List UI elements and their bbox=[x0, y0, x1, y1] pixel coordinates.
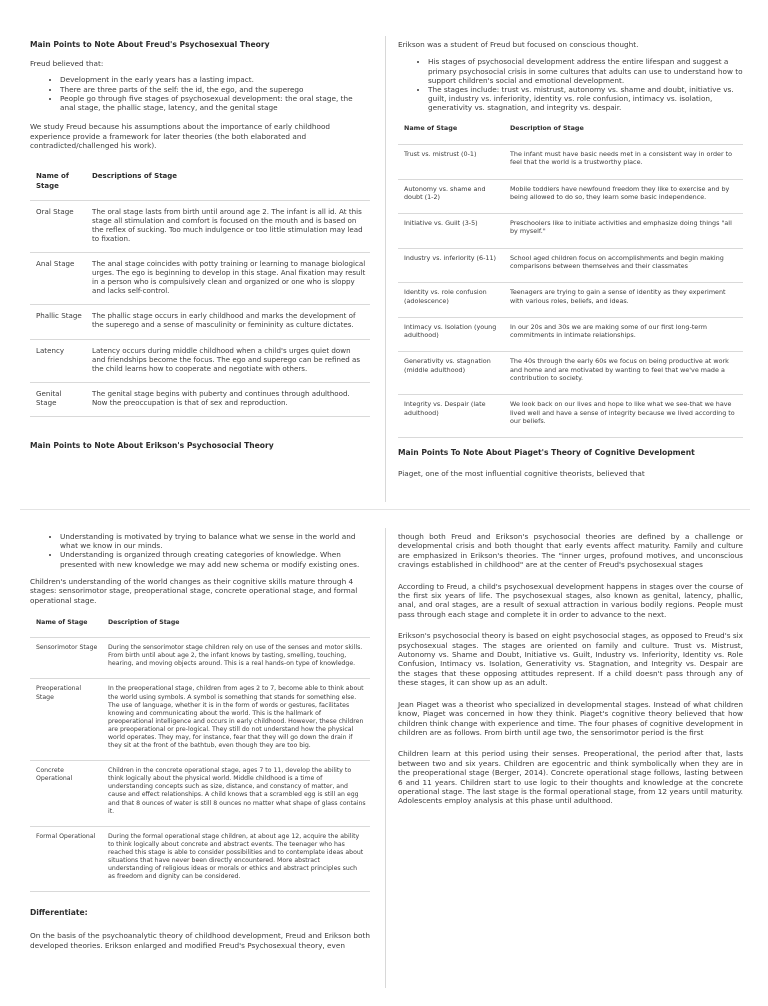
piaget-stages-paragraph: Children's understanding of the world changes as their cognitive skills mature through 4 stages: sensorimotor stage, preoperational stage, concrete operational stage, and formal operational stage. bbox=[30, 576, 358, 605]
stage-name: Initiative vs. Guilt (3-5) bbox=[398, 214, 504, 249]
freud-heading: Main Points to Note About Freud's Psychosexual Theory bbox=[30, 40, 270, 49]
freud-section bbox=[30, 40, 370, 450]
stage-description: In our 20s and 30s we are making some of our first long-term commitments in intimate relationships. bbox=[504, 317, 743, 352]
page-break-line bbox=[20, 509, 750, 510]
differentiate-paragraph: Children learn at this period using their senses. Preoperational, the period after that, lasts between two and six years. Children are egocentric and think symbolically when they are in the preoperational stage (Berger, 2014). Concrete operational stage follows, lasting between 6 and 11 years. Children start to use logic to their thoughts and knowledge at the concrete operational stage. The last stage is the formal operational stage, from 12 years until maturity. Adolescents employ analysis at this phase until adulthood. bbox=[398, 749, 743, 806]
stage-name: Phallic Stage bbox=[30, 305, 86, 339]
differentiate-section bbox=[398, 532, 743, 806]
column-header: Name of Stage bbox=[30, 613, 102, 638]
column-header: Description of Stage bbox=[504, 119, 743, 145]
stage-description: The oral stage lasts from birth until around age 2. The infant is all id. At this stage all stimulation and comfort is focused on the mouth and is based on the reflex of sucking. Too much indulgence or too little stimulation may lead to fixation. bbox=[86, 200, 370, 252]
stage-name: Concrete Operational bbox=[30, 761, 102, 827]
stage-name: Genital Stage bbox=[30, 382, 86, 416]
stage-description: During the sensorimotor stage children rely on use of the senses and motor skills. From birth until about age 2, the infant knows by tasting, smelling, touching, hearing, and moving objects around. This is a real hands-on type of knowledge. bbox=[102, 638, 370, 679]
stage-name: Preoperational Stage bbox=[30, 679, 102, 761]
differentiate-paragraph: On the basis of the psychoanalytic theory of childhood development, Freud and Erikson both developed theories. Erikson enlarged and modified Freud's Psychosexual theory, even bbox=[30, 931, 370, 950]
list-item: • The stages include: trust vs. mistrust, autonomy vs. shame and doubt, initiative vs. guilt, industry vs. inferiority, identity vs. role confusion, intimacy vs. isolation, generativity vs. stagnation, and integrity vs. despair. bbox=[428, 85, 743, 113]
erikson-intro: Erikson was a student of Freud but focused on conscious thought. bbox=[398, 40, 639, 49]
piaget-heading: Main Points To Note About Piaget's Theory of Cognitive Development bbox=[398, 448, 695, 458]
piaget-intro: Piaget, one of the most influential cognitive theorists, believed that bbox=[398, 469, 645, 479]
table-row bbox=[398, 352, 743, 395]
column-header: Name of Stage bbox=[398, 119, 504, 145]
piaget-bullets bbox=[30, 532, 370, 569]
stage-description: Preschoolers like to initiate activities and emphasize doing things "all by myself." bbox=[504, 214, 743, 249]
stage-name: Oral Stage bbox=[30, 200, 86, 252]
table-row bbox=[30, 253, 370, 305]
freud-bullets bbox=[30, 75, 370, 112]
list-item: • There are three parts of the self: the id, the ego, and the superego bbox=[60, 85, 370, 94]
table-row bbox=[398, 144, 743, 179]
table-header-row bbox=[398, 119, 743, 145]
table-row bbox=[30, 200, 370, 252]
differentiate-paragraph: Jean Piaget was a theorist who specialized in developmental stages. Instead of what children know, Piaget was concerned in how they think. Piaget's cognitive theory believed that how children think change with experience and time. The four phases of cognitive development in children are as follows. From birth until age two, the sensorimotor period is the first bbox=[398, 699, 743, 737]
table-header-row bbox=[30, 613, 370, 638]
list-item: • Understanding is organized through creating categories of knowledge. When presented with new knowledge we may add new schema or modify existing ones. bbox=[60, 550, 370, 568]
table-row bbox=[398, 317, 743, 352]
table-row bbox=[30, 305, 370, 339]
stage-name: Generativity vs. stagnation (middle adulthood) bbox=[398, 352, 504, 395]
stage-name: Industry vs. inferiority (6-11) bbox=[398, 248, 504, 283]
stage-description: During the formal operational stage children, at about age 12, acquire the ability to think logically about concrete and abstract events. The teenager who has reached this stage is able to consider possibilities and to contemplate ideas about situations that have never been directly encountered. More abstract understanding of religious ideas or morals or ethics and abstract principles such as freedom and dignity can be considered. bbox=[102, 826, 370, 892]
list-item: • Understanding is motivated by trying to balance what we sense in the world and what we know in our minds. bbox=[60, 532, 370, 550]
stage-description: The phallic stage occurs in early childhood and marks the development of the superego and a sense of masculinity or femininity as culture dictates. bbox=[86, 305, 370, 339]
column-divider bbox=[385, 36, 386, 502]
stage-name: Integrity vs. Despair (late adulthood) bbox=[398, 395, 504, 438]
table-row bbox=[30, 679, 370, 761]
stage-description: In the preoperational stage, children from ages 2 to 7, become able to think about the world using symbols. A symbol is something that stands for something else. The use of language, whether it is in the form of words or gestures, facilitates knowing and communicating about the world. This is the hallmark of preoperational intelligence and occurs in early childhood. However, these children are preoperational or pre-logical. They still do not understand how the physical world operates. They may, for instance, fear that they will go down the drain if they sit at the front of the bathtub, even though they are too big. bbox=[102, 679, 370, 761]
table-row bbox=[30, 638, 370, 679]
erikson-section bbox=[398, 40, 743, 479]
stage-name: Sensorimotor Stage bbox=[30, 638, 102, 679]
stage-description: School aged children focus on accomplishments and begin making comparisons between themselves and their classmates bbox=[504, 248, 743, 283]
stage-description: The anal stage coincides with potty training or learning to manage biological urges. The ego is beginning to develop in this stage. Anal fixation may result in a person who is compulsively clean and organized or one who is sloppy and lacks self-control. bbox=[86, 253, 370, 305]
stage-description: The 40s through the early 60s we focus on being productive at work and home and are motivated by wanting to feel that we've made a contribution to society. bbox=[504, 352, 743, 395]
differentiate-paragraph: Erikson's psychosocial theory is based on eight psychosocial stages, as opposed to Freud's six psychosexual stages. The stages are oriented on family and culture. Trust vs. Mistrust, Autonomy vs. Shame and Doubt, Initiative vs. Guilt, Industry vs. Inferiority, Identity vs. Role Confusion, Intimacy vs. Isolation, Generativity vs. Stagnation, and Integrity vs. Despair are the stages that these opposing attitudes represent. If a child doesn't pass through any of these stages, it can show up as an adult. bbox=[398, 631, 743, 688]
table-row bbox=[30, 826, 370, 892]
stage-name: Anal Stage bbox=[30, 253, 86, 305]
stage-name: Formal Operational bbox=[30, 826, 102, 892]
list-item: • People go through five stages of psychosexual development: the oral stage, the anal stage, the phallic stage, latency, and the genital stage bbox=[60, 94, 370, 112]
stage-description: Teenagers are trying to gain a sense of identity as they experiment with various roles, beliefs, and ideas. bbox=[504, 283, 743, 318]
column-header: Name of Stage bbox=[30, 166, 86, 200]
stage-description: Latency occurs during middle childhood when a child's urges quiet down and friendships become the focus. The ego and superego can be refined as the child learns how to cooperate and negotiate with others. bbox=[86, 339, 370, 382]
stage-name: Trust vs. mistrust (0-1) bbox=[398, 144, 504, 179]
stage-name: Identity vs. role confusion (adolescence) bbox=[398, 283, 504, 318]
table-row bbox=[398, 248, 743, 283]
stage-name: Intimacy vs. Isolation (young adulthood) bbox=[398, 317, 504, 352]
table-row bbox=[30, 761, 370, 827]
differentiate-paragraph: According to Freud, a child's psychosexual development happens in stages over the course of the first six years of life. The psychosexual stages, also known as genital, latency, phallic, anal, and oral stages, are a result of sexual attraction in various bodily regions. People must pass through each stage and complete it in order to advance to the next. bbox=[398, 581, 743, 619]
table-row bbox=[398, 283, 743, 318]
stage-description: We look back on our lives and hope to like what we see-that we have lived well and have a sense of integrity because we lived according to our beliefs. bbox=[504, 395, 743, 438]
stage-description: The genital stage begins with puberty and continues through adulthood. Now the preoccupation is that of sex and reproduction. bbox=[86, 382, 370, 416]
list-item: • Development in the early years has a lasting impact. bbox=[60, 75, 370, 84]
differentiate-paragraph: though both Freud and Erikson's psychosocial theories are defined by a challenge or developmental crisis and both thought that early events affect maturity. Family and culture are emphasized in Erikson's theories. The "inner urges, profound motives, and unconscious cravings established in childhood" are at the center of Freud's psychosexual stages bbox=[398, 532, 743, 570]
column-header: Description of Stage bbox=[102, 613, 370, 638]
erikson-stage-table bbox=[398, 119, 743, 439]
stage-description: Children in the concrete operational stage, ages 7 to 11, develop the ability to think logically about the physical world. Middle childhood is a time of understanding concepts such as size, distance, and constancy of matter, and cause and effect relationships. A child knows that a scrambled egg is still an egg and that 8 ounces of water is still 8 ounces no matter what shape of glass contains it. bbox=[102, 761, 370, 827]
stage-description: Mobile toddlers have newfound freedom they like to exercise and by being allowed to do so, they learn some basic independence. bbox=[504, 179, 743, 214]
freud-intro: Freud believed that: bbox=[30, 59, 104, 68]
differentiate-heading: Differentiate: bbox=[30, 908, 88, 918]
column-header: Descriptions of Stage bbox=[86, 166, 370, 200]
table-row bbox=[398, 395, 743, 438]
table-row bbox=[398, 214, 743, 249]
piaget-stage-table bbox=[30, 613, 370, 892]
freud-stage-table bbox=[30, 166, 370, 417]
table-row bbox=[30, 382, 370, 416]
piaget-section bbox=[30, 532, 370, 950]
table-header-row bbox=[30, 166, 370, 200]
list-item: • His stages of psychosocial development address the entire lifespan and suggest a primary psychosocial crisis in some cultures that adults can use to understand how to support children's social and emotional development. bbox=[428, 57, 743, 85]
erikson-bullets bbox=[398, 57, 743, 112]
freud-why-paragraph: We study Freud because his assumptions about the importance of early childhood experience provide a framework for later theories (the both elaborated and contradicted/challenged his work). bbox=[30, 122, 331, 151]
stage-name: Latency bbox=[30, 339, 86, 382]
column-divider bbox=[385, 528, 386, 988]
erikson-heading: Main Points to Note About Erikson's Psychosocial Theory bbox=[30, 441, 274, 451]
stage-name: Autonomy vs. shame and doubt (1-2) bbox=[398, 179, 504, 214]
stage-description: The infant must have basic needs met in a consistent way in order to feel that the world is a trustworthy place. bbox=[504, 144, 743, 179]
table-row bbox=[30, 339, 370, 382]
table-row bbox=[398, 179, 743, 214]
